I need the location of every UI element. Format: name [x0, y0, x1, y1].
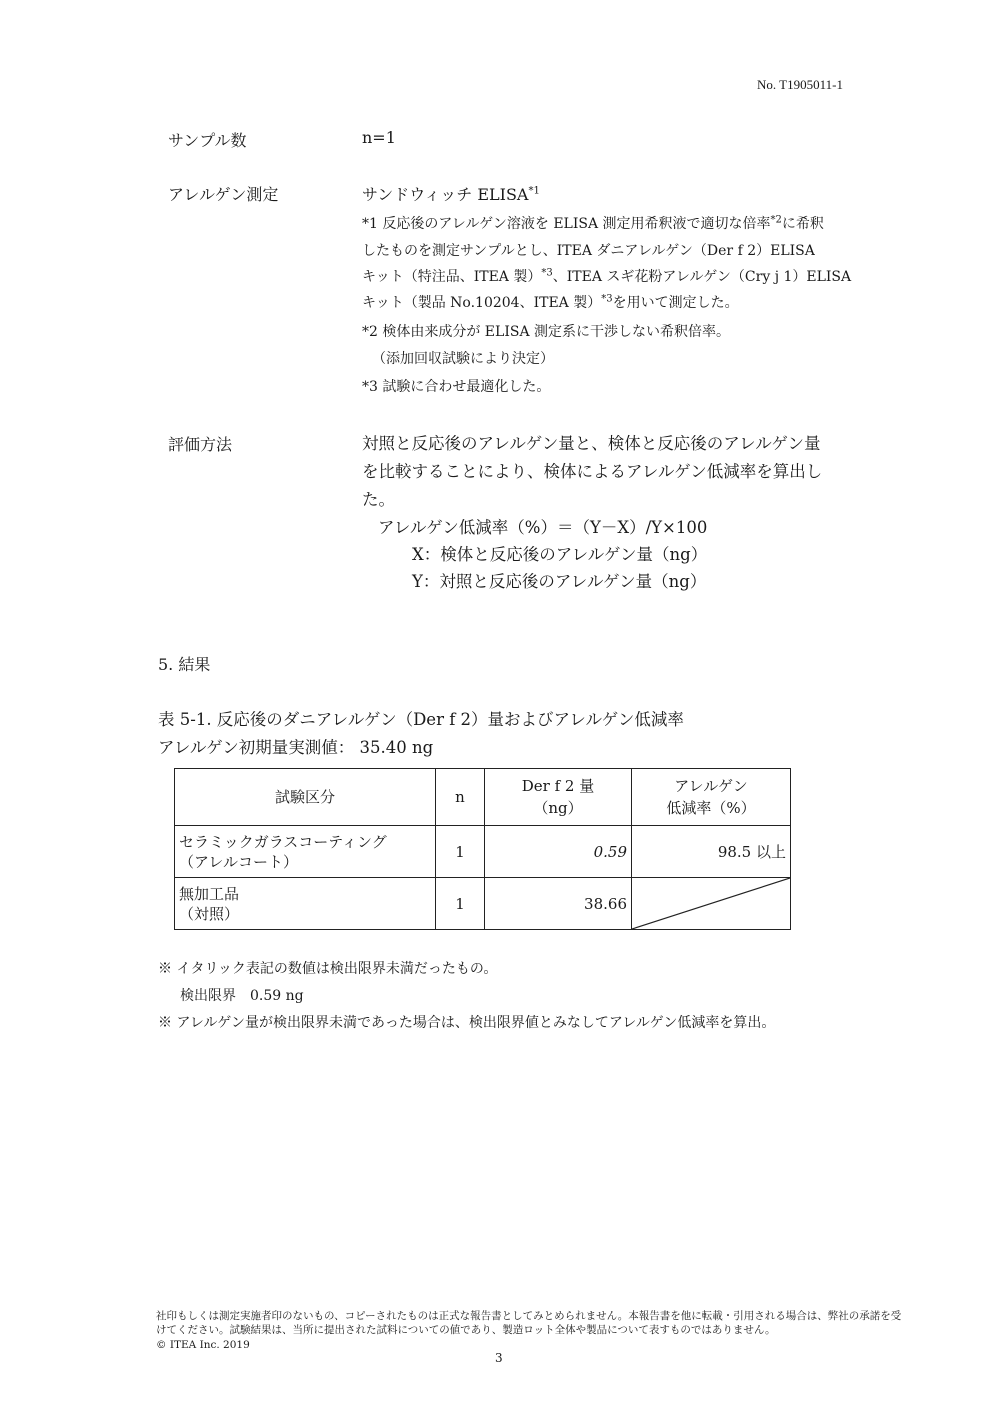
- page-number: 3: [495, 1351, 503, 1365]
- allergen-measure-label: アレルゲン測定: [168, 185, 279, 204]
- sample-count-value: n=1: [362, 128, 396, 147]
- table-title: 表 5-1. 反応後のダニアレルゲン（Der f 2）量およびアレルゲン低減率: [158, 710, 684, 729]
- row-amount: 38.66: [485, 878, 632, 930]
- table-note2: ※ アレルゲン量が検出限界未満であった場合は、検出限界値とみなしてアレルゲン低減率を算出。: [158, 1015, 776, 1031]
- initial-amount: アレルゲン初期量実測値： 35.40 ng: [158, 738, 434, 757]
- evaluation-x-definition: X：検体と反応後のアレルゲン量（ng）: [412, 545, 708, 564]
- note1-line2: したものを測定サンプルとし、ITEA ダニアレルゲン（Der f 2）ELISA: [362, 243, 815, 259]
- row-reduction-rate-empty: [632, 878, 791, 930]
- header-category: 試験区分: [175, 769, 436, 826]
- footer-copyright: © ITEA Inc. 2019: [156, 1339, 250, 1351]
- table-row: [175, 826, 791, 878]
- allergen-measure-method: サンドウィッチ ELISA$^{*1}$: [362, 185, 540, 204]
- diagonal-line: [632, 878, 790, 929]
- results-table: [174, 768, 791, 930]
- footer-disclaimer-line2: けてください。試験結果は、当所に提出された試料についての値であり、製造ロット全体や製品について表すものではありません。: [156, 1324, 776, 1336]
- header-reduction-rate: アレルゲン 低減率（%）: [632, 769, 791, 826]
- row-reduction-rate: 98.5 以上: [632, 826, 791, 878]
- table-header-row: [175, 769, 791, 826]
- row-amount: 0.59: [485, 826, 632, 878]
- evaluation-label: 評価方法: [168, 435, 233, 454]
- note1-line3: キット（特注品、ITEA 製）$^{*3}$、ITEA スギ花粉アレルゲン（Cry j 1）ELISA: [362, 267, 852, 285]
- document-number: No. T1905011-1: [757, 77, 843, 92]
- detection-limit: 検出限界 0.59 ng: [180, 988, 304, 1004]
- note1-line1: *1 反応後のアレルゲン溶液を ELISA 測定用希釈液で適切な倍率$^{*2}$に希釈: [362, 214, 824, 232]
- note3: *3 試験に合わせ最適化した。: [362, 379, 551, 395]
- note2-detail: （添加回収試験により決定）: [372, 351, 554, 367]
- results-heading: 5. 結果: [158, 655, 211, 674]
- evaluation-line2: を比較することにより、検体によるアレルゲン低減率を算出し: [362, 462, 823, 481]
- evaluation-y-definition: Y：対照と反応後のアレルゲン量（ng）: [412, 572, 707, 591]
- row-n: 1: [436, 826, 485, 878]
- table-note1: ※ イタリック表記の数値は検出限界未満だったもの。: [158, 961, 498, 977]
- footer-disclaimer-line1: 社印もしくは測定実施者印のないもの、コピーされたものは正式な報告書としてみとめられません。本報告書を他に転載・引用される場合は、弊社の承諾を受: [156, 1310, 902, 1322]
- evaluation-line3: た。: [362, 490, 395, 509]
- footnote-ref: *1: [528, 185, 540, 197]
- sample-count-label: サンプル数: [168, 131, 247, 150]
- table-row: [175, 878, 791, 930]
- header-amount: Der f 2 量 （ng）: [485, 769, 632, 826]
- header-n: n: [436, 769, 485, 826]
- evaluation-line1: 対照と反応後のアレルゲン量と、検体と反応後のアレルゲン量: [362, 434, 821, 453]
- row-category: セラミックガラスコーティング （アレルコート）: [175, 826, 436, 878]
- row-n: 1: [436, 878, 485, 930]
- note1-line4: キット（製品 No.10204、ITEA 製）$^{*3}$を用いて測定した。: [362, 293, 739, 311]
- note2: *2 検体由来成分が ELISA 測定系に干渉しない希釈倍率。: [362, 324, 731, 340]
- row-category: 無加工品 （対照）: [175, 878, 436, 930]
- evaluation-formula: アレルゲン低減率（%）＝（Y－X）/Y×100: [378, 518, 708, 537]
